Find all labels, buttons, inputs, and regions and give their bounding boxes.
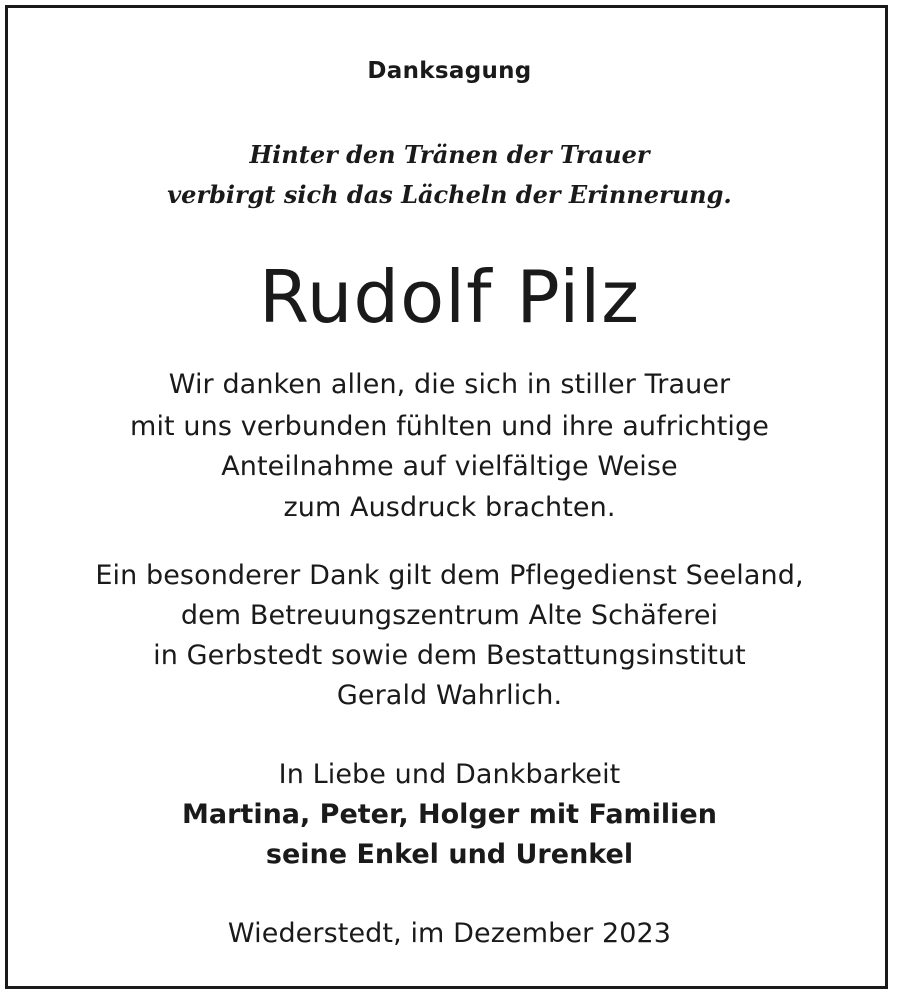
quote-line-1: Hinter den Tränen der Trauer [249,140,650,169]
deceased-name: Rudolf Pilz [258,255,641,339]
quote-line-2: verbirgt sich das Lächeln der Erinnerung. [167,180,732,209]
family-names: Martina, Peter, Holger mit Familien [182,799,717,830]
paragraph1-line: Wir danken allen, die sich in stiller Trauer [168,369,731,400]
paragraph1-line: mit uns verbunden fühlten und ihre aufrichtige [130,411,769,442]
family-grandchildren: seine Enkel und Urenkel [265,839,634,870]
paragraph2-line: Ein besonderer Dank gilt dem Pflegedienst Seeland, [95,560,804,591]
paragraph2-line: Gerald Wahrlich. [336,680,563,711]
place-and-date: Wiederstedt, im Dezember 2023 [227,918,672,949]
closing-line: In Liebe und Dankbarkeit [278,759,621,790]
paragraph2-line: in Gerbstedt sowie dem Bestattungsinstitut [153,640,746,671]
notice-heading: Danksagung [367,58,532,84]
paragraph2-line: dem Betreuungszentrum Alte Schäferei [180,600,719,631]
paragraph1-line: Anteilnahme auf vielfältige Weise [221,451,678,482]
paragraph1-line: zum Ausdruck brachten. [283,492,616,523]
